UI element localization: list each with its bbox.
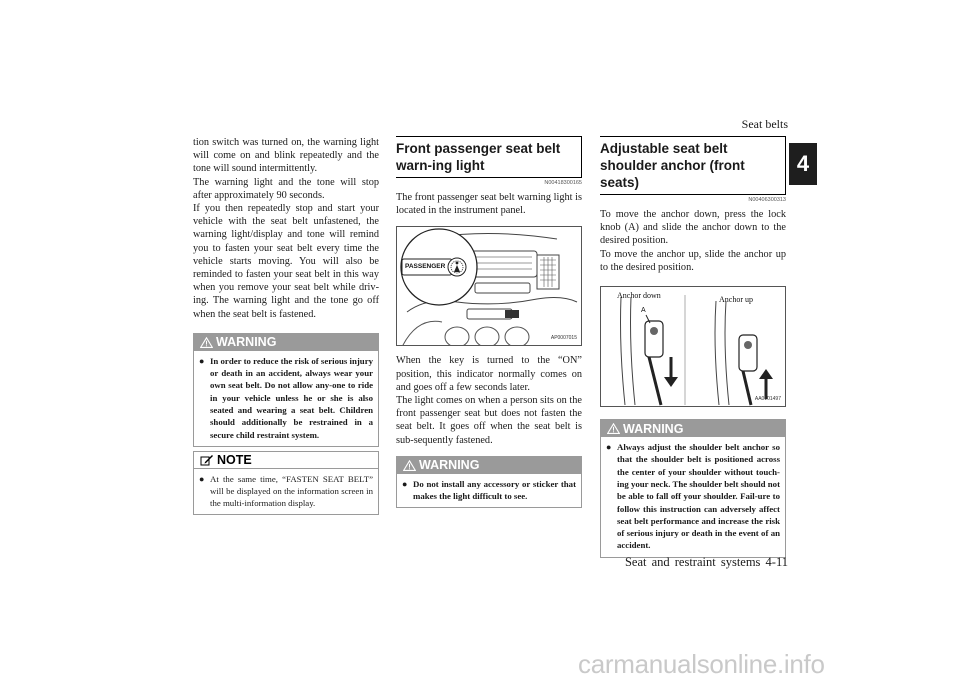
col1-paragraph-3: If you then repeatedly stop and start your vehicle with the seat belt unfastened, the warning light/display and tone will remind you to fasten your seat belt every time the vehicle starts moving. You will also be reminded to fasten your seat belt in this way when you remove your seat belt while driv-ing. The warning light and the tone go off when the seat belt is fastened. — [193, 203, 379, 320]
instrument-panel-illustration — [397, 227, 582, 346]
shoulder-anchor-illustration — [601, 287, 786, 407]
anchor-down-label: Anchor down — [617, 291, 661, 301]
lock-knob-label-a: A — [641, 307, 646, 315]
col1-text — [193, 136, 379, 321]
passenger-light-figure — [396, 226, 582, 346]
page-header-title: Seat belts — [741, 117, 788, 131]
col1-paragraph-1: tion switch was turned on, the warning light will come on and blink repeatedly and the tone will sound intermittently. — [193, 137, 379, 175]
col3-text — [600, 208, 786, 274]
chapter-tab: 4 — [789, 143, 817, 185]
col1-note-text: At the same time, “FASTEN SEAT BELT” will be displayed on the information screen in the multi-information display. — [210, 473, 373, 508]
warning-triangle-icon — [200, 337, 213, 348]
col3-warning-header — [601, 420, 785, 437]
bullet-icon: ● — [402, 478, 408, 489]
col1-note-label: NOTE — [217, 452, 252, 467]
col3-figure-code: AA0101497 — [754, 396, 781, 403]
col2-text — [396, 354, 582, 446]
col1-note-box — [193, 451, 379, 515]
col3-warning-item — [606, 441, 780, 552]
col1-warning-label: WARNING — [216, 335, 277, 350]
column-2 — [396, 136, 582, 508]
note-pencil-icon — [200, 454, 214, 466]
col2-warning-box — [396, 456, 582, 509]
col2-intro: The front passenger seat belt warning light is located in the instrument panel. — [396, 192, 582, 217]
col2-section-code: N00418300165 — [544, 180, 582, 186]
col2-warning-header — [397, 457, 581, 474]
page-footer: Seat and restraint systems 4-11 — [624, 555, 788, 569]
col3-paragraph-1: To move the anchor down, press the lock knob (A) and slide the anchor down to the desired position. — [600, 209, 786, 247]
col1-note-item — [199, 473, 373, 509]
col1-warning-text: In order to reduce the risk of serious injury or death in an accident, always wear your own seat belt. Do not allow any-one to ride in your vehicle unless he or she is also seated and wearing a seat belt. Children should additionally be restrained in a secure child restraint system. — [210, 355, 373, 440]
col1-note-header — [194, 452, 378, 469]
col2-paragraph-1: When the key is turned to the “ON” position, this indicator normally comes on and goes off a few seconds later. — [396, 355, 582, 393]
col2-warning-item — [402, 478, 576, 503]
col1-warning-box — [193, 333, 379, 447]
column-3 — [600, 136, 786, 558]
col1-warning-item — [199, 355, 373, 441]
bullet-icon: ● — [606, 442, 612, 453]
warning-triangle-icon — [403, 460, 416, 471]
bullet-icon: ● — [199, 355, 205, 366]
col3-warning-box — [600, 419, 786, 558]
anchor-up-label: Anchor up — [719, 295, 753, 305]
warning-triangle-icon — [607, 423, 620, 434]
bullet-icon: ● — [199, 473, 205, 484]
col3-paragraph-2: To move the anchor up, slide the anchor up to the desired position. — [600, 248, 786, 273]
col3-section-heading: Adjustable seat belt shoulder anchor (front seats) — [600, 136, 786, 195]
column-1 — [193, 136, 379, 515]
shoulder-anchor-figure — [600, 286, 786, 407]
col1-paragraph-2: The warning light and the tone will stop after approximately 90 seconds. — [193, 176, 379, 201]
col1-warning-header — [194, 334, 378, 351]
col2-paragraph-2: The light comes on when a person sits on the front passenger seat but does not fasten the seat belt. It goes off when the seat belt is sub-sequently fastened. — [396, 395, 582, 446]
col3-warning-text: Always adjust the shoulder belt anchor so that the shoulder belt is positioned across the center of your shoulder without touch-ing your neck. The shoulder belt should not be able to fall off your shoulder. Fail-ure to follow this instruction can adversely affect seat belt performance and increase the risk of serious injury or death in the event of an accident. — [617, 442, 780, 551]
watermark: carmanualsonline.info — [578, 649, 825, 679]
passenger-indicator-label: PASSENGER — [405, 263, 446, 271]
col2-section-heading: Front passenger seat belt warn-ing light — [396, 136, 582, 178]
col2-warning-text: Do not install any accessory or sticker that makes the light difficult to see. — [413, 478, 576, 502]
col3-section-code: N00406300313 — [748, 197, 786, 203]
col3-warning-label: WARNING — [623, 421, 684, 436]
col2-figure-code: AP0007015 — [550, 335, 577, 342]
col2-warning-label: WARNING — [419, 458, 480, 473]
